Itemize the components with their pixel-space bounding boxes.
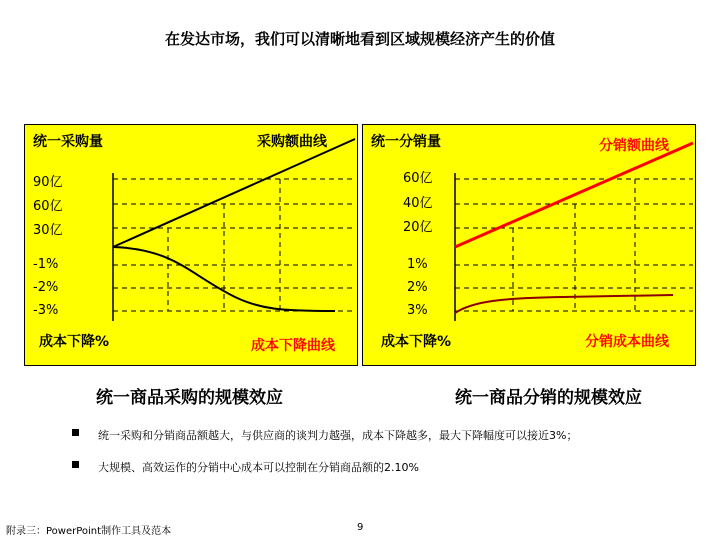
left-y-label: -3%	[33, 303, 59, 318]
distribution-chart-panel	[362, 124, 696, 366]
bullet-square-icon	[72, 461, 79, 468]
procurement-caption: 统一商品采购的规模效应	[96, 388, 283, 408]
slide-title: 在发达市场，我们可以清晰地看到区域规模经济产生的价值	[164, 30, 555, 48]
left-y-label: -1%	[33, 257, 59, 272]
page-number: 9	[357, 522, 364, 533]
left-y-label: 90亿	[33, 175, 63, 190]
left-footer-cost: 成本下降%	[39, 334, 110, 350]
right-y-label: 40亿	[403, 196, 433, 211]
right-y-label: 3%	[407, 303, 428, 318]
distribution-cost-curve	[455, 295, 673, 313]
right-y-label: 60亿	[403, 171, 433, 186]
left-y-label: -2%	[33, 280, 59, 295]
left-header-volume: 统一采购量	[33, 134, 103, 150]
right-y-label: 1%	[407, 257, 428, 272]
right-footer-curve: 分销成本曲线	[585, 334, 669, 350]
procurement-chart-svg	[25, 125, 357, 365]
distribution-amount-line	[455, 143, 693, 247]
right-header-curve: 分销额曲线	[599, 138, 669, 154]
right-y-label: 20亿	[403, 220, 433, 235]
left-y-label: 30亿	[33, 223, 63, 238]
right-y-label: 2%	[407, 280, 428, 295]
footer-text: 附录三：PowerPoint制作工具及范本	[6, 526, 172, 537]
left-header-curve: 采购额曲线	[257, 134, 327, 150]
distribution-chart-svg	[363, 125, 695, 365]
bullet-square-icon	[72, 429, 79, 436]
bullet-text: 统一采购和分销商品额越大，与供应商的谈判力越强，成本下降越多，最大下降幅度可以接近3%；	[98, 429, 578, 442]
procurement-amount-line	[113, 139, 355, 247]
procurement-chart-panel	[24, 124, 358, 366]
left-footer-curve: 成本下降曲线	[251, 338, 335, 354]
bullet-text: 大规模、高效运作的分销中心成本可以控制在分销商品额的2.10%	[98, 461, 419, 474]
distribution-caption: 统一商品分销的规模效应	[455, 388, 642, 408]
left-y-label: 60亿	[33, 199, 63, 214]
right-footer-cost: 成本下降%	[381, 334, 452, 350]
right-header-volume: 统一分销量	[371, 134, 441, 150]
